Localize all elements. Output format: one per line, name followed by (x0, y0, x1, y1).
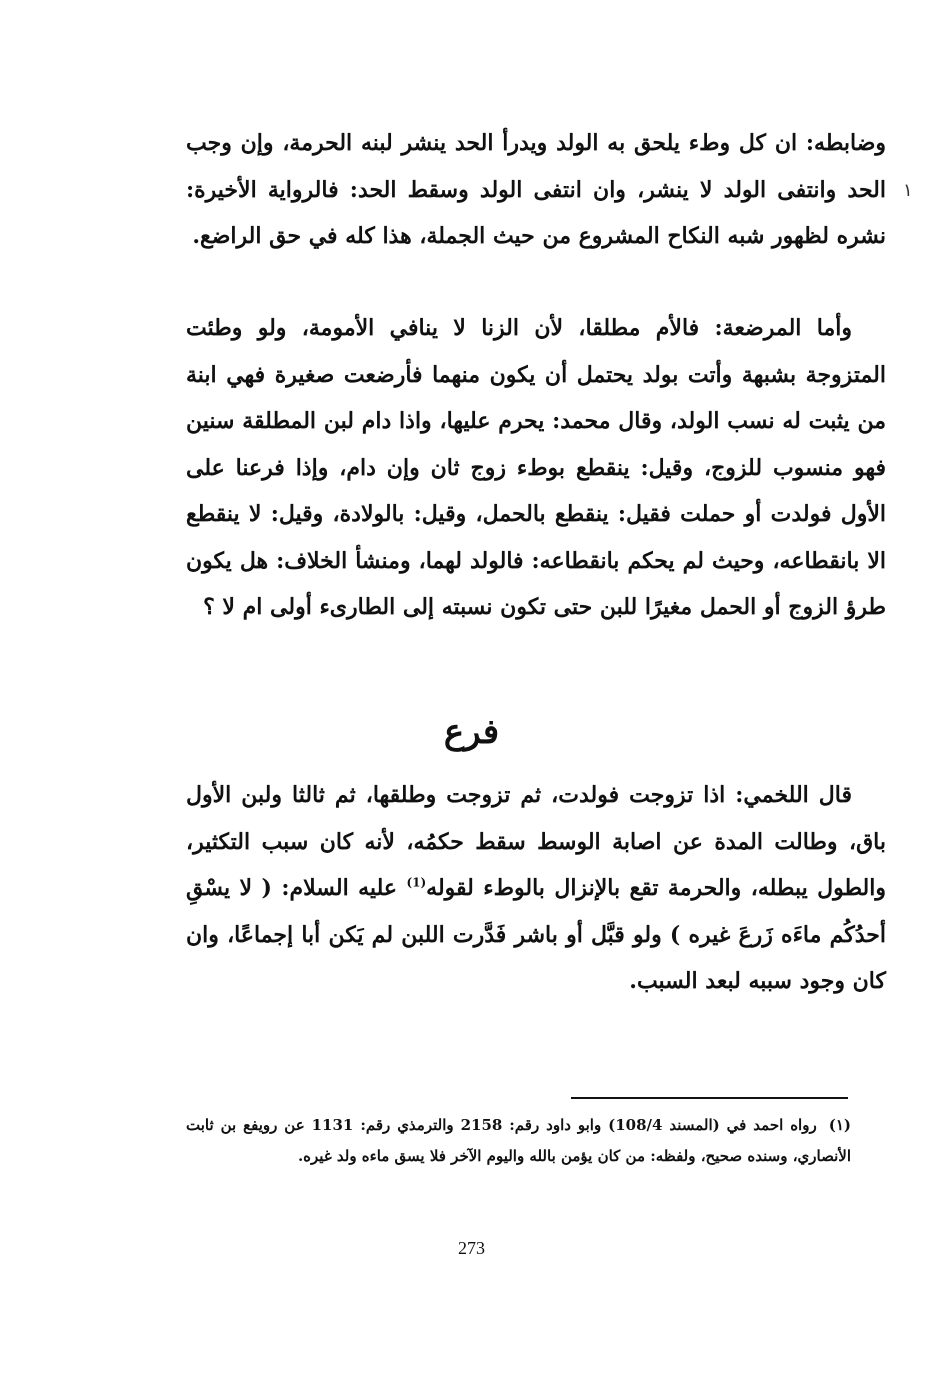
footnote-text: رواه احمد في (المسند 108/4) وابو داود رقم: 2158 والترمذي رقم: 1131 عن رويفع بن ثابت الأنصاري، وسنده صحيح، ولفظه: من كان يؤمن بالله واليوم الآخر فلا يسق ماءه ولد غيره. (186, 1116, 851, 1165)
paragraph-branch (186, 772, 886, 1005)
footnote-marker: (١) (828, 1116, 851, 1134)
paragraph-branch-text-start: قال اللخمي: اذا تزوجت فولدت، ثم تزوجت وطلقها، ثم ثالثا ولبن الأول باق، وطالت المدة عن اصابة الوسط سقط حكمُه، لأنه كان سبب التكثير، والطول يبطله، والحرمة تقع بالإنزال بالوطء لقوله (186, 782, 886, 901)
page-number: 273 (458, 1238, 485, 1258)
footnote (186, 1110, 851, 1172)
paragraph-rule: وضابطه: ان كل وطء يلحق به الولد ويدرأ الحد ينشر لبنه الحرمة، وإن وجب الحد وانتفى الولد لا ينشر، وان انتفى الولد وسقط الحد: فالرواية الأخيرة: نشره لظهور شبه النكاح المشروع من حيث الجملة، هذا كله في حق الراضع. (186, 130, 886, 249)
footnote-divider (571, 1097, 848, 1099)
paragraph-nursing-woman: وأما المرضعة: فالأم مطلقا، لأن الزنا لا ينافي الأمومة، ولو وطئت المتزوجة بشبهة وأتت بولد يحتمل أن يكون منهما فأرضعت صغيرة فهي ابنة من يثبت له نسب الولد، وقال محمد: يحرم عليها، واذا دام لبن المطلقة سنين فهو منسوب للزوج، وقيل: ينقطع بوطء زوج ثان وإن دام، وإذا فرعنا على الأول فولدت أو حملت فقيل: ينقطع بالحمل، وقيل: بالولادة، وقيل: لا ينقطع الا بانقطاعه، وحيث لم يحكم بانقطاعه: فالولد لهما، ومنشأ الخلاف: هل يكون طرؤ الزوج أو الحمل مغيرًا للبن حتى تكون نسبته إلى الطارىء أولى ام لا ؟ (186, 315, 886, 620)
margin-mark: ١ (903, 180, 913, 201)
section-heading: فرع (443, 712, 500, 752)
paragraph-branch-text-end: عليه السلام: ( لا يسْقِ أحدُكُم ماءَه زَرعَ غيره ) ولو قبَّل أو باشر فَدَّرت اللبن لم يَكن أبا إجماعًا، وان كان وجود سببه لبعد السبب. (186, 875, 886, 994)
footnote-reference[interactable]: (1) (406, 875, 427, 890)
